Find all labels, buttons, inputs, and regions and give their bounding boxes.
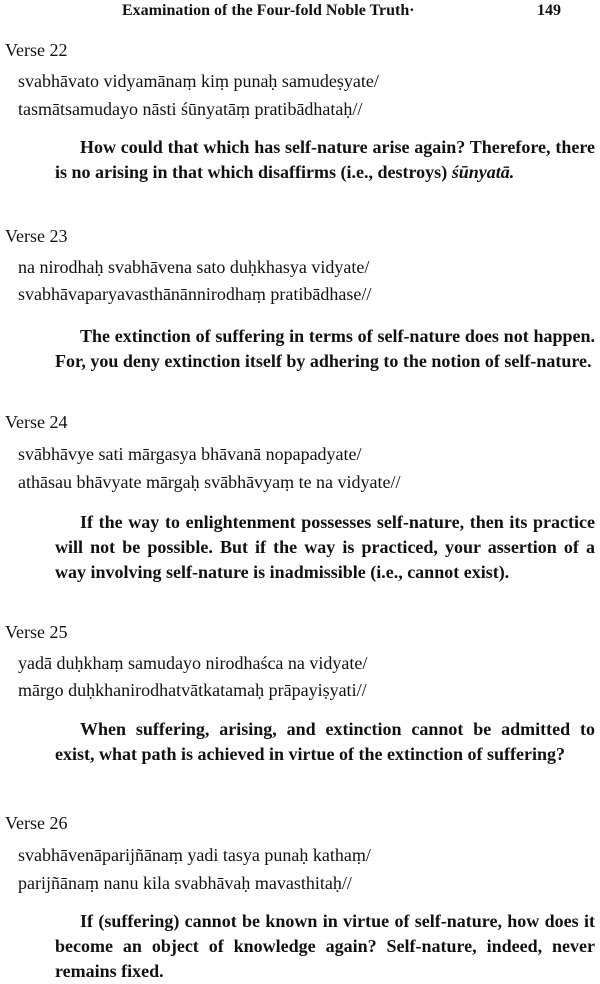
translation-text: If (suffering) cannot be known in virtue of self-nature, how does it become an object of knowledge again? Self-nature, indeed, never remains fixed.: [55, 911, 595, 981]
sanskrit-line: yadā duḥkhaṃ samudayo nirodhaśca na vidyate/: [18, 653, 368, 673]
sanskrit-line: svabhāvenāparijñānaṃ yadi tasya punaḥ kathaṃ/: [18, 845, 371, 865]
translation-text: If the way to enlightenment possesses self-nature, then its practice will not be possible. But if the way is practiced, your assertion of a way involving self-nature is inadmissible (i.e., cannot exist).: [55, 512, 595, 582]
verse-label: Verse 23: [5, 226, 68, 246]
translation-paragraph: [55, 909, 595, 984]
chapter-title: Examination of the Four-fold Noble Truth·: [122, 2, 415, 19]
verse-label: Verse 22: [5, 40, 68, 60]
translation-paragraph: [55, 717, 595, 767]
sanskrit-line: athāsau bhāvyate mārgaḥ svābhāvyaṃ te na vidyate//: [18, 472, 401, 492]
translation-paragraph: [55, 135, 595, 185]
sanskrit-line: tasmātsamudayo nāsti śūnyatāṃ pratibādhataḥ//: [18, 99, 363, 119]
verse-label: Verse 26: [5, 813, 68, 833]
sanskrit-line: mārgo duḥkhanirodhatvātkatamaḥ prāpayiṣyati//: [18, 680, 367, 700]
page-number: 149: [537, 2, 561, 19]
verse-label: Verse 24: [5, 412, 68, 432]
running-header: [0, 2, 600, 26]
translation-paragraph: [55, 510, 595, 585]
verse-label: Verse 25: [5, 622, 68, 642]
sanskrit-line: svabhāvato vidyamānaṃ kiṃ punaḥ samudeṣyate/: [18, 71, 379, 91]
sanskrit-line: parijñānaṃ nanu kila svabhāvaḥ mavasthitaḥ//: [18, 873, 352, 893]
translation-paragraph: [55, 324, 595, 374]
sanskrit-line: na nirodhaḥ svabhāvena sato duḥkhasya vidyate/: [18, 257, 370, 277]
translation-text: When suffering, arising, and extinction cannot be admitted to exist, what path is achieved in virtue of the extinction of suffering?: [55, 719, 595, 764]
sanskrit-line: svābhāvye sati mārgasya bhāvanā nopapadyate/: [18, 444, 362, 464]
translation-text: How could that which has self-nature arise again? Therefore, there is no arising in that which disaffirms (i.e., destroys): [55, 137, 595, 182]
sanskrit-line: svabhāvaparyavasthānānnirodhaṃ pratibādhase//: [18, 284, 372, 304]
translation-emphasis: śūnyatā.: [451, 162, 515, 182]
translation-text: The extinction of suffering in terms of self-nature does not happen. For, you deny extinction itself by adhering to the notion of self-nature.: [55, 326, 595, 371]
